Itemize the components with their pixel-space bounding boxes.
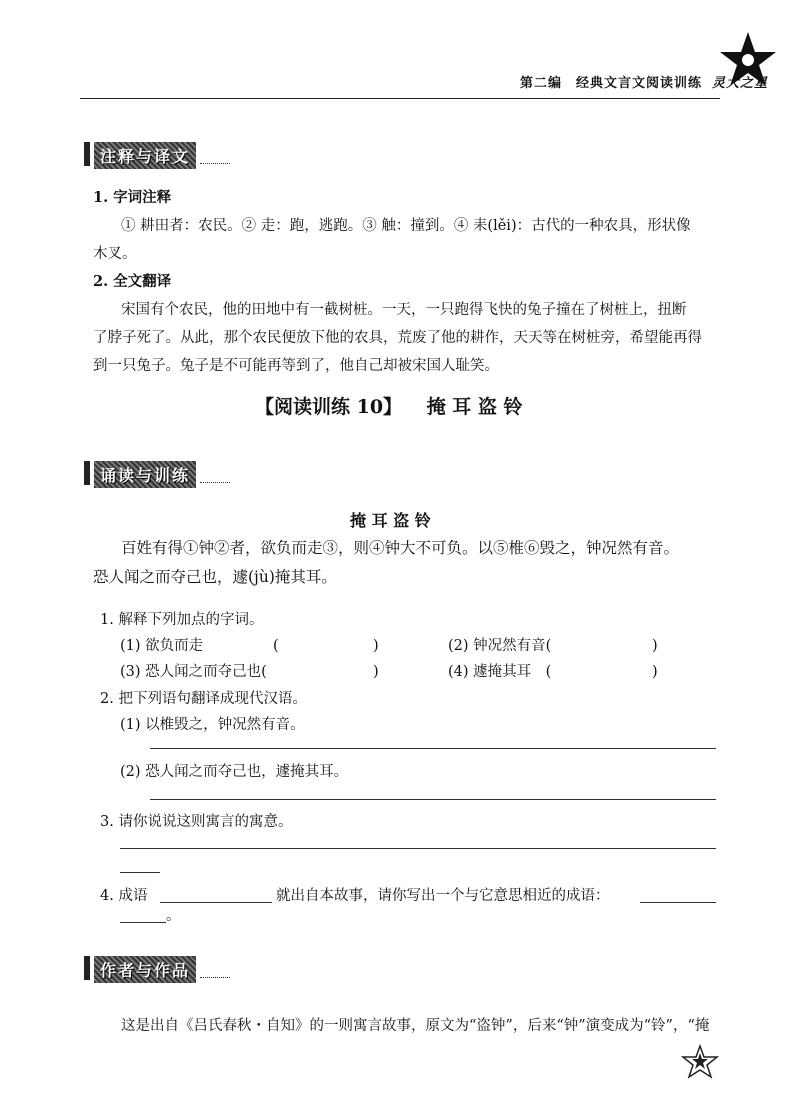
question-1-item-2: (2) 钟况然有音( xyxy=(448,638,552,654)
question-1-item-1: (1) 欲负而走 xyxy=(120,638,204,654)
answer-line[interactable] xyxy=(150,799,716,800)
section-tag-reading: 诵读与训练 xyxy=(94,461,196,488)
question-1-item-3: (3) 恐人闻之而夺己也( xyxy=(120,664,267,680)
header-section-title: 第二编 经典文言文阅读训练 灵犬之星 xyxy=(520,76,769,91)
notes-sub2-title: 2. 全文翻译 xyxy=(93,273,172,290)
section-marker xyxy=(84,142,90,166)
footer-star-icon xyxy=(680,1044,720,1080)
answer-paren-close: ) xyxy=(652,664,658,680)
question-2-item-2: (2) 恐人闻之而夺己也，遽掩其耳。 xyxy=(120,764,349,780)
section-tag-author: 作者与作品 xyxy=(94,956,196,983)
question-4-text-a: 4. 成语 xyxy=(100,888,148,904)
notes-sub2-line1: 宋国有个农民，他的田地中有一截树桩。一天，一只跑得飞快的兔子撞在了树桩上，扭断 xyxy=(121,302,687,318)
question-2-item-1: (1) 以椎毁之，钟况然有音。 xyxy=(120,717,305,733)
answer-line[interactable] xyxy=(120,872,160,873)
lesson-title-name: 掩 耳 盗 铃 xyxy=(426,396,523,418)
section-marker xyxy=(84,956,90,980)
answer-line[interactable] xyxy=(120,922,166,923)
answer-paren-open: ( xyxy=(273,638,279,654)
section-divider xyxy=(200,482,230,483)
question-4-end: 。 xyxy=(166,908,181,924)
passage-line1: 百姓有得①钟②者，欲负而走③，则④钟大不可负。以⑤椎⑥毁之，钟况然有音。 xyxy=(121,539,680,557)
notes-sub1-title: 1. 字词注释 xyxy=(93,189,172,206)
answer-line[interactable] xyxy=(120,848,716,849)
lesson-title-bracket: 【阅读训练 10】 xyxy=(255,396,403,418)
section-marker xyxy=(84,461,90,485)
notes-sub1-line2: 木叉。 xyxy=(93,246,137,262)
answer-paren-close: ) xyxy=(373,664,379,680)
question-1-item-4: (4) 遽掩其耳 ( xyxy=(448,664,552,680)
question-4-text-b: 就出自本故事，请你写出一个与它意思相近的成语： xyxy=(276,888,610,904)
passage-line2: 恐人闻之而夺己也，遽(jù)掩其耳。 xyxy=(93,568,337,586)
lesson-title xyxy=(255,392,523,419)
question-1: 1. 解释下列加点的字词。 xyxy=(100,612,264,628)
passage-title: 掩 耳 盗 铃 xyxy=(350,511,431,530)
answer-line[interactable] xyxy=(150,748,716,749)
header-rule xyxy=(80,98,720,99)
notes-sub2-line2: 了脖子死了。从此，那个农民便放下他的农具，荒废了他的耕作，天天等在树桩旁，希望能再得 xyxy=(93,330,702,346)
answer-paren-close: ) xyxy=(652,638,658,654)
section-divider xyxy=(200,977,230,978)
answer-line[interactable] xyxy=(640,902,716,903)
answer-paren-close: ) xyxy=(373,638,379,654)
section-divider xyxy=(200,163,230,164)
notes-sub2-line3: 到一只兔子。兔子是不可能再等到了，他自己却被宋国人耻笑。 xyxy=(93,358,499,374)
notes-sub1-line1: ① 耕田者：农民。② 走：跑，逃跑。③ 触：撞到。④ 耒(lěi)：古代的一种农具，形状像 xyxy=(121,218,691,234)
question-2: 2. 把下列语句翻译成现代汉语。 xyxy=(100,691,307,707)
author-line1: 这是出自《吕氏春秋・自知》的一则寓言故事，原文为“盗钟”，后来“钟”演变成为“铃”，“掩 xyxy=(121,1018,710,1034)
section-tag-notes: 注释与译文 xyxy=(94,142,196,169)
question-3: 3. 请你说说这则寓言的寓意。 xyxy=(100,814,293,830)
